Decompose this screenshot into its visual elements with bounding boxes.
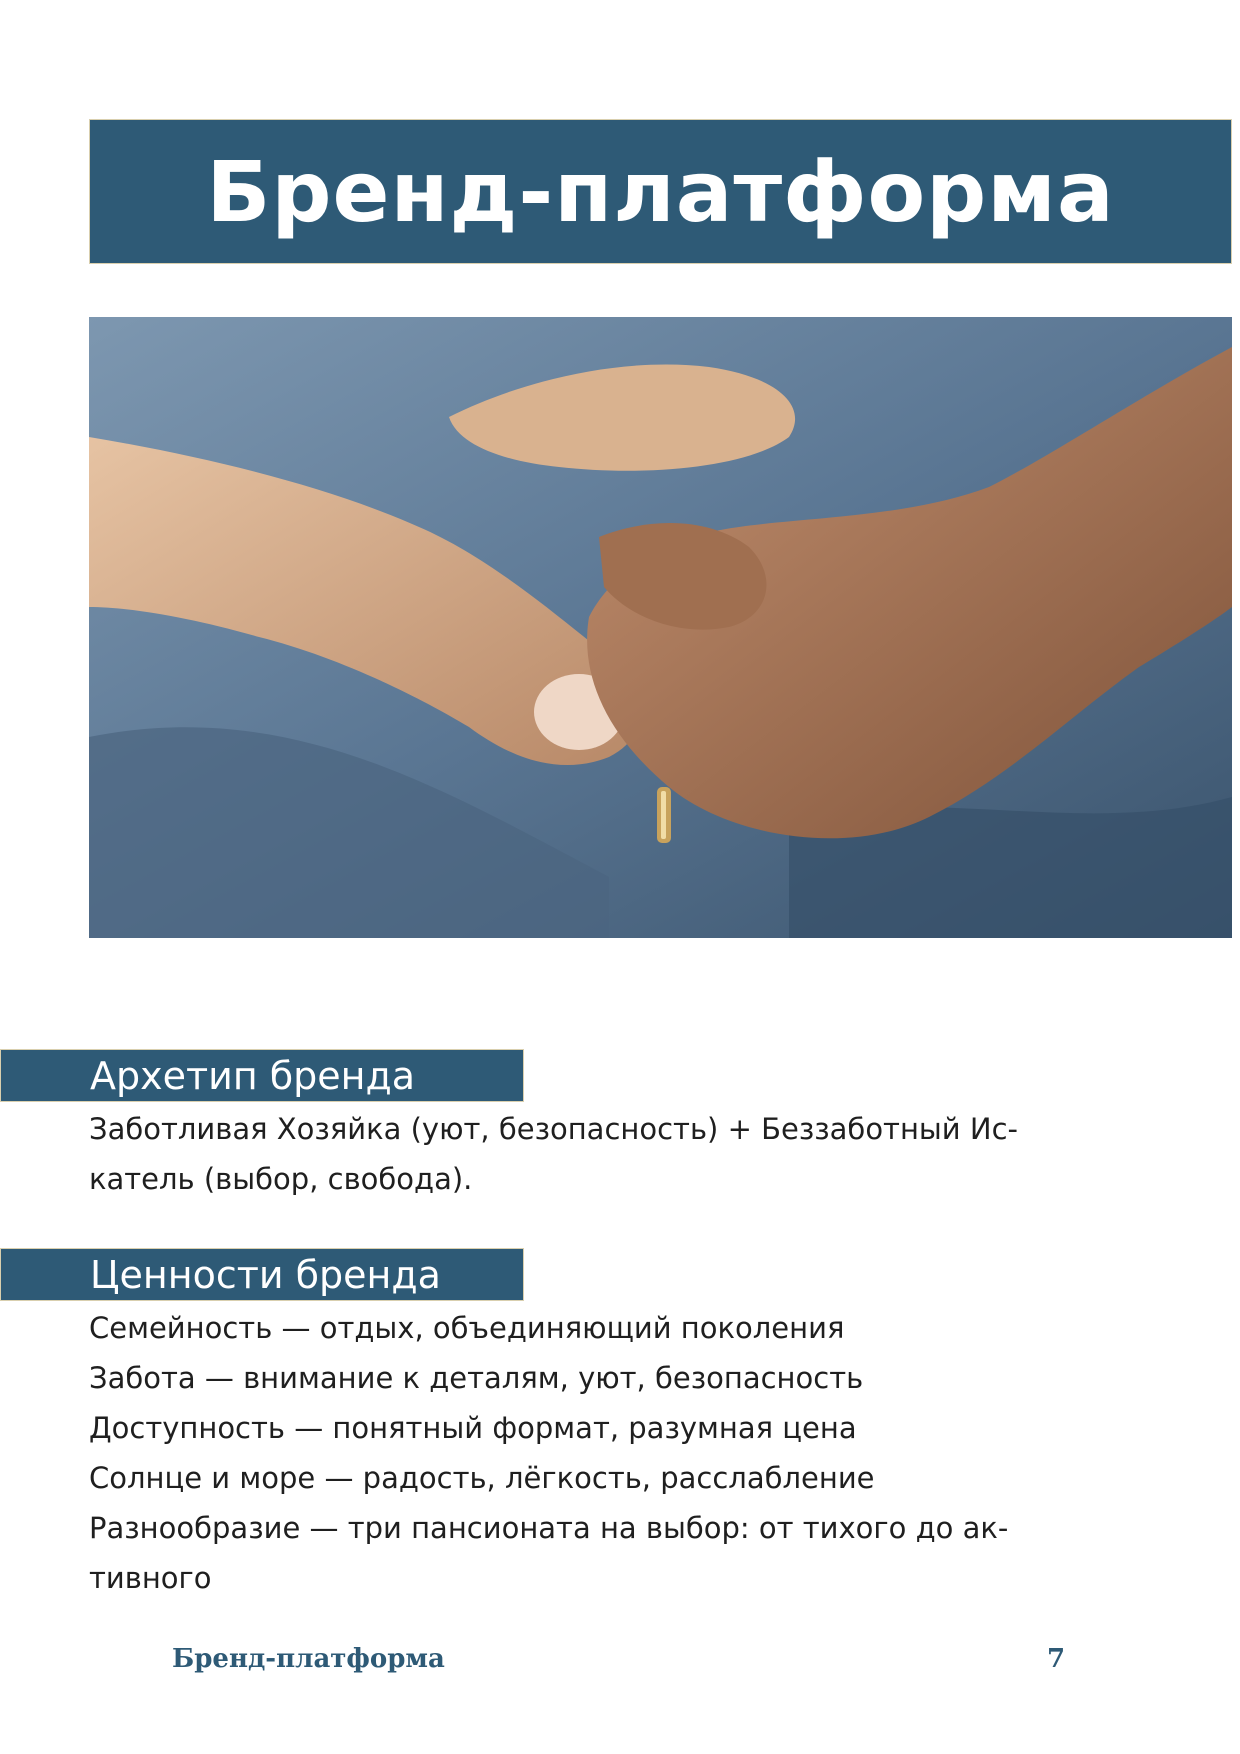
values-heading-bar xyxy=(0,1248,524,1301)
archetype-heading: Архетип бренда xyxy=(90,1054,416,1098)
values-line: Разнообразие — три пансионата на выбор: от тихого до ак- xyxy=(89,1511,1009,1545)
archetype-line: катель (выбор, свобода). xyxy=(89,1162,473,1196)
page-title: Бренд-платформа xyxy=(206,142,1115,241)
values-heading: Ценности бренда xyxy=(90,1253,441,1297)
values-list xyxy=(89,1303,1189,1603)
footer-page-number: 7 xyxy=(1047,1644,1066,1674)
values-line: Забота — внимание к деталям, уют, безопасность xyxy=(89,1361,864,1395)
archetype-line: Заботливая Хозяйка (уют, безопасность) + Беззаботный Ис- xyxy=(89,1112,1018,1146)
values-line: Доступность — понятный формат, разумная цена xyxy=(89,1411,857,1445)
archetype-heading-bar xyxy=(0,1049,524,1102)
hands-photo xyxy=(89,317,1232,938)
footer-section-name: Бренд-платформа xyxy=(172,1644,445,1674)
title-banner xyxy=(89,119,1232,264)
values-line: тивного xyxy=(89,1561,212,1595)
values-line: Солнце и море — радость, лёгкость, расслабление xyxy=(89,1461,875,1495)
archetype-text xyxy=(89,1104,1189,1204)
values-line: Семейность — отдых, объединяющий поколения xyxy=(89,1311,845,1345)
